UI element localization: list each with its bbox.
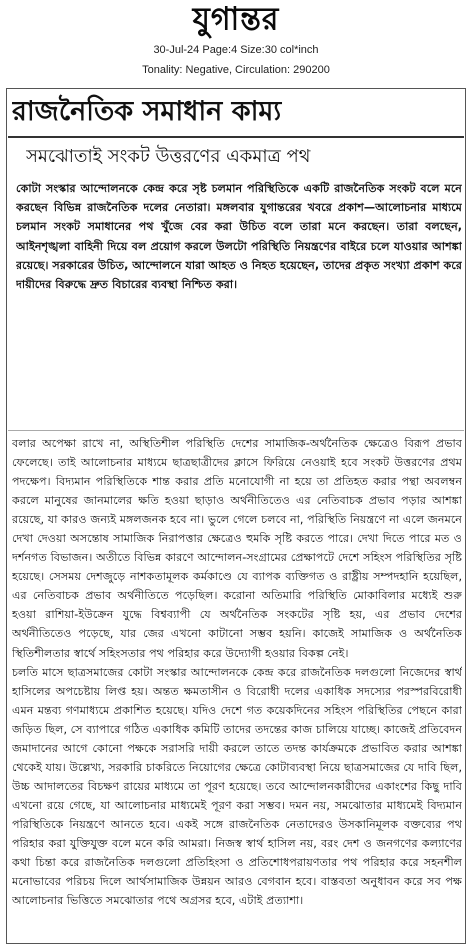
article-paragraph: বলার অপেক্ষা রাখে না, অস্থিতিশীল পরিস্থিতি দেশের সামাজিক-অর্থনৈতিক ক্ষেত্রেও বিরূপ প্রভাব ফেলেছে। তাই আলোচনার মাধ্যমে ছাত্রছাত্রীদের ক্লাসে ফিরিয়ে নেওয়াই হবে সংকট উত্তরণের প্রথম পদক্ষেপ। বিদ্যমান পরিস্থিতিকে শান্ত করার প্রতি মনোযোগী না হয়ে তা প্রতিহত করার পন্থা অবলম্বন করলে মানুষের জানমালের ক্ষতি হওয়া ছাড়াও অর্থনীতিতেও এর নেতিবাচক প্রভাব পড়ার আশঙ্কা রয়েছে, যা কারও জন্যই মঙ্গলজনক হবে না। ভুলে গেলে চলবে না, পরিস্থিতি নিয়ন্ত্রণে না এলে জনমনে দেখা দেওয়া অসন্তোষ সামাজিক নিরাপত্তার ক্ষেত্রেও হুমকি সৃষ্টি করতে পারে। দেখা দিতে পারে মত ও দর্শনগত বিভাজন। অতীতে বিভিন্ন কারণে আন্দোলন-সংগ্রামের প্রেক্ষাপটে দেশে সহিংস পরিস্থিতির সৃষ্টি হয়েছে। সেসময় দেশজুড়ে নাশকতামূলক কর্মকাণ্ডে যে ব্যাপক ব্যক্তিগত ও রাষ্ট্রীয় সম্পদহানি হয়েছিল, এর নেতিবাচক প্রভাব অর্থনীতিতে পড়েছিল। করোনা অতিমারি পরিস্থিতি মোকাবিলার মধ্যেই শুরু হওয়া রাশিয়া-ইউক্রেন যুদ্ধে বিশ্বব্যাপী যে অর্থনৈতিক সংকটের সৃষ্টি হয়, এর প্রভাব দেশের অর্থনীতিতেও পড়েছে, যার জের এখনো কাটানো সম্ভব হয়নি। কাজেই সামাজিক ও অর্থনৈতিক স্থিতিশীলতার স্বার্থে সহিংসতার পথ পরিহার করে উদ্যোগী হওয়ার বিকল্প নেই।: [12, 437, 462, 660]
masthead: [0, 0, 472, 42]
lead-divider: [8, 430, 464, 431]
headline-rule: [8, 136, 464, 138]
article-headline: রাজনৈতিক সমাধান কাম্য: [12, 96, 282, 127]
article-lead: কোটা সংস্কার আন্দোলনকে কেন্দ্র করে সৃষ্ট চলমান পরিস্থিতিকে একটি রাজনৈতিক সংকট বলে মনে করছেন বিভিন্ন রাজনৈতিক দলের নেতারা। মঙ্গলবার যুগান্তরের খবরে প্রকাশ—আলোচনার মাধ্যমে চলমান সংকট সমাধানের পথ খুঁজে বের করা উচিত বলে তারা মনে করছেন। তারা বলছেন, আইনশৃঙ্খলা বাহিনী দিয়ে বল প্রয়োগ করলে উলটো পরিস্থিতি নিয়ন্ত্রণের বাইরে চলে যাওয়ার আশঙ্কা রয়েছে। সরকারের উচিত, আন্দোলনে যারা আহত ও নিহত হয়েছেন, তাদের প্রকৃত সংখ্যা প্রকাশ করে দায়ীদের বিরুদ্ধে দ্রুত বিচারের ব্যবস্থা নিশ্চিত করা।: [16, 182, 462, 292]
article-paragraph: চলতি মাসে ছাত্রসমাজের কোটা সংস্কার আন্দোলনকে কেন্দ্র করে রাজনৈতিক দলগুলো নিজেদের স্বার্থ হাসিলের অপচেষ্টায় লিপ্ত হয়। অন্তত ক্ষমতাসীন ও বিরোধী দলের একাধিক সদস্যের পরস্পরবিরোধী এমন মন্তব্য গণমাধ্যমে প্রকাশিত হয়েছে। যদিও দেশে গত কয়েকদিনের সহিংস পরিস্থিতির পেছনে কারা জড়িত ছিল, সে ব্যাপারে গঠিত একাধিক কমিটি তাদের তদন্তের কাজ চালিয়ে যাচ্ছে। কাজেই প্রতিবেদন জমাদানের আগে কোনো পক্ষকে সরাসরি দায়ী করলে তাতে তদন্ত কার্যক্রমকে প্রভাবিত করার আশঙ্কা থেকেই যায়। উল্লেখ্য, সরকারি চাকরিতে নিয়োগের ক্ষেত্রে কোটাব্যবস্থা নিয়ে ছাত্রসমাজের যে দাবি ছিল, উচ্চ আদালতের বিচক্ষণ রায়ের মাধ্যমে তা পূরণ হয়েছে। তবে আন্দোলনকারীদের একাংশের কিছু দাবি এখনো রয়ে গেছে, যা আলোচনার মাধ্যমেই পূরণ করা সম্ভব। দমন নয়, সমঝোতার মাধ্যমেই বিদ্যমান পরিস্থিতিকে নিয়ন্ত্রণে আনতে হবে। একই সঙ্গে রাজনৈতিক নেতাদেরও উসকানিমূলক বক্তব্যের পথ পরিহার করা যুক্তিযুক্ত বলে মনে করি আমরা। নিজস্ব স্বার্থ হাসিল নয়, বরং দেশ ও জনগণের কল্যাণের কথা চিন্তা করে রাজনৈতিক দলগুলো প্রতিহিংসা ও প্রতিশোধপরায়ণতার পথ পরিহার করে সহনশীল মনোভাবের পরিচয় দিলে আর্থসামাজিক উন্নয়ন আরও বেগবান হবে। বাস্তবতা অনুধাবন করে সব পক্ষ আলোচনার ভিত্তিতে সমঝোতার পথে অগ্রসর হবে, এটাই প্রত্যাশা।: [12, 665, 462, 908]
clip-meta-tonality: Tonality: Negative, Circulation: 290200: [142, 64, 330, 76]
clip-meta-size: 30-Jul-24 Page:4 Size:30 col*inch: [153, 44, 319, 56]
article-subheadline: সমঝোতাই সংকট উত্তরণের একমাত্র পথ: [26, 146, 311, 167]
article-body: [12, 434, 462, 940]
newspaper-logo: যুগান্তর: [192, 1, 280, 38]
